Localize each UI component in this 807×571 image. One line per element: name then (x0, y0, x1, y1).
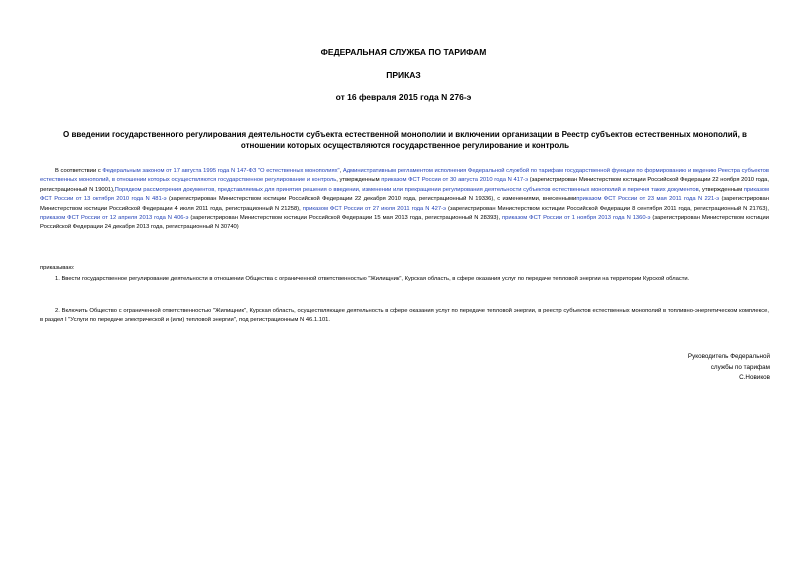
basis-text-9: (зарегистрирован Министерством юстиции Российской Федерации 15 мая 2013 года, регистрационный N 28393), (188, 215, 503, 222)
basis-text-3: , утвержденным (336, 177, 382, 184)
order-item-2: 2. Включить Общество с ограниченной ответственностью "Жилищник", Курская область, осуществляющее деятельность в сфере оказания услуг по передаче тепловой энергии, в реестр субъектов естественных монополий в топливно-энергетическом комплексе, в раздел I "Услуги по передаче электрической и (или) тепловой энергии", под регистрационным N 46.1.101. (40, 308, 769, 324)
document-type: ПРИКАЗ (386, 70, 421, 80)
signature-position-line-1: Руководитель Федеральной (687, 353, 770, 360)
basis-text-2: , (339, 168, 343, 174)
basis-text-6: (зарегистрирован Министерством юстиции Российской Федерации 22 декабря 2010 года, регистрационный N 19336), с изменениями, внесенными (166, 196, 577, 203)
signature-block (570, 352, 770, 384)
link-administrative-regulation[interactable]: Административным регламентом исполнения Федеральной службой по тарифам государственной функции по формированию и ведению Реестра субъектов естественных монополий, в отношении которых осуществляются государственное регулирование и контроль (40, 168, 769, 184)
order-word: приказываю: (40, 265, 75, 271)
basis-text-8: (зарегистрирован Министерством юстиции Российской Федерации 8 сентября 2011 года, регистрационный N 21763), (446, 205, 769, 212)
link-order-221[interactable]: приказом ФСТ России от 23 мая 2011 года N 221-э (576, 196, 720, 203)
document-date-number: от 16 февраля 2015 года N 276-э (335, 92, 472, 102)
link-order-481[interactable]: приказом ФСТ России от 13 октября 2010 года N 481-э (40, 186, 769, 203)
basis-text-10: (зарегистрирован Министерством юстиции Российской Федерации 24 декабря 2013 года, регистрационный N 30740) (40, 215, 769, 231)
signature-name: С.Новиков (739, 374, 770, 381)
link-order-417[interactable]: приказом ФСТ России от 30 августа 2010 года N 417-э (381, 177, 529, 184)
legal-basis-paragraph (40, 167, 769, 233)
link-order-1360[interactable]: приказом ФСТ России от 1 ноября 2013 года N 1360-э (502, 215, 651, 222)
link-order-427[interactable]: приказом ФСТ России от 27 июля 2011 года N 427-э (302, 205, 447, 212)
link-order-406[interactable]: приказом ФСТ России от 12 апреля 2013 года N 406-э (40, 215, 189, 222)
basis-text-5: , утвержденным (698, 186, 744, 193)
order-item-1: 1. Ввести государственное регулирование деятельности в отношении Общества с ограниченной ответственностью "Жилищник", Курская область, в сфере оказания услуг по передаче тепловой энергии на территории Курской области. (55, 276, 690, 282)
basis-text-7: (зарегистрирован Министерством юстиции Российской Федерации 4 июля 2011 года, регистрационный N 21258), (40, 196, 769, 212)
basis-text-1: В соответствии с (55, 168, 103, 174)
basis-text-4: (зарегистрирован Министерством юстиции Российской Федерации 22 ноября 2010 года, регистрационный N 19001), (40, 177, 769, 193)
agency-name: ФЕДЕРАЛЬНАЯ СЛУЖБА ПО ТАРИФАМ (320, 47, 487, 57)
signature-position-line-2: службы по тарифам (710, 363, 770, 371)
document-title: О введении государственного регулирования деятельности субъекта естественной монополии и включении организации в Реестр субъектов естественных монополий, в отношении которых осуществляются государственное регулирование и контроль (63, 130, 747, 150)
link-federal-law-147[interactable]: Федеральным законом от 17 августа 1995 года N 147-ФЗ "О естественных монополиях" (102, 168, 340, 174)
link-documents-procedure[interactable]: Порядком рассмотрения документов, представляемых для принятия решения о введении, изменении или прекращении регулирования деятельности субъектов естественных монополий и перечня таких документов (114, 186, 699, 193)
